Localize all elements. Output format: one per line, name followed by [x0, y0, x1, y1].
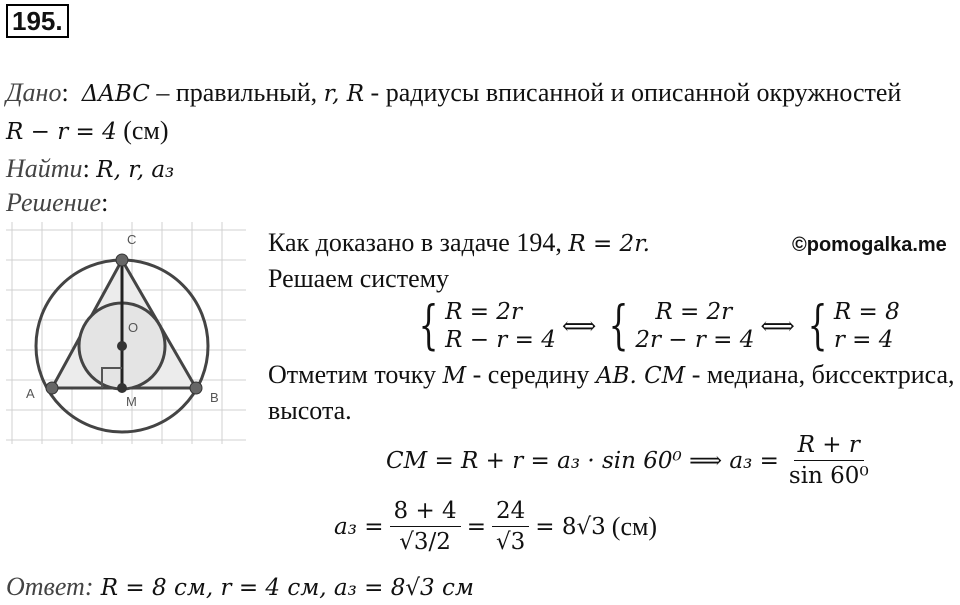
brace-icon: { — [807, 296, 828, 356]
given-dash-text: – правильный, — [149, 78, 324, 107]
condition-unit: (см) — [116, 116, 169, 145]
text-line-2: Решаем систему — [268, 264, 450, 293]
find-colon: : — [82, 154, 90, 183]
equiv-2: ⟺ — [760, 312, 795, 340]
label-o: O — [128, 320, 139, 335]
line1-prefix: Как доказано в задаче 194, — [268, 228, 569, 257]
line3-m: M — [442, 363, 467, 389]
point-m — [117, 383, 127, 393]
formula-2 — [334, 496, 657, 557]
text-line-4: высота. — [268, 396, 352, 425]
formula2-frac2-den: √3 — [495, 529, 526, 555]
line3-ab: AB. CM — [595, 363, 686, 389]
formula1-den: sin 60⁰ — [788, 463, 869, 489]
formula2-frac2-num: 24 — [492, 496, 529, 527]
formula2-unit: (см) — [611, 511, 658, 541]
label-m: M — [126, 394, 137, 409]
systems-row — [412, 298, 900, 354]
sys1-line2: R − r = 4 — [445, 327, 556, 353]
answer-label: Ответ: — [6, 572, 94, 601]
system-3 — [801, 298, 900, 354]
condition-line — [6, 116, 169, 147]
find-label: Найти — [6, 154, 83, 183]
equiv-1: ⟺ — [561, 312, 597, 340]
find-line — [6, 154, 174, 185]
text-line-3 — [268, 360, 955, 391]
problem-number: 195. — [6, 4, 69, 38]
formula1-num: R + r — [794, 430, 864, 461]
line3-prefix: Отметим точку — [268, 360, 443, 389]
formula2-fraction-2 — [492, 496, 529, 557]
label-a: A — [26, 386, 35, 401]
watermark: ©pomogalka.me — [792, 234, 947, 256]
formula2-result: = 8√3 — [535, 513, 606, 540]
formula2-frac1-num: 8 + 4 — [390, 496, 461, 527]
solution-colon: : — [101, 188, 109, 217]
given-colon: : — [61, 78, 69, 107]
label-b: B — [210, 390, 219, 405]
point-b — [190, 382, 202, 394]
formula2-fraction-1 — [390, 496, 461, 557]
given-line — [6, 78, 901, 109]
given-vars: r, R — [323, 81, 365, 107]
system-2 — [602, 298, 754, 354]
point-o — [117, 341, 127, 351]
line3-mid: - середину — [466, 360, 596, 389]
formula-1 — [386, 430, 873, 491]
find-vars: R, r, a₃ — [96, 157, 175, 183]
sys1-line1: R = 2r — [445, 299, 522, 325]
formula2-eq: = — [466, 513, 486, 540]
sys2-line1: R = 2r — [655, 299, 733, 325]
formula2-left: a₃ = — [334, 513, 384, 540]
condition-expr: R − r = 4 — [6, 119, 117, 145]
point-c — [116, 254, 128, 266]
sys2-line2: 2r − r = 4 — [635, 327, 755, 353]
line3-rest: - медиана, биссектриса, — [685, 360, 955, 389]
line1-expr: R = 2r. — [568, 231, 650, 257]
given-rest: - радиусы вписанной и описанной окружностей — [364, 78, 902, 107]
solution-label-line — [6, 188, 108, 218]
answer-line — [6, 572, 474, 603]
formula2-frac1-den: √3/2 — [399, 529, 451, 555]
brace-icon: { — [418, 296, 439, 356]
brace-icon: { — [608, 296, 629, 356]
given-label: Дано — [6, 78, 62, 107]
system-1 — [412, 298, 556, 354]
solution-label: Решение — [6, 188, 102, 217]
sys3-line1: R = 8 — [833, 299, 900, 325]
label-c: C — [127, 232, 137, 247]
point-a — [46, 382, 58, 394]
formula1-left: CM = R + r = a₃ · sin 60⁰ ⟹ a₃ = — [386, 447, 779, 474]
answer-expr: R = 8 см, r = 4 см, a₃ = 8√3 см — [93, 575, 474, 601]
given-triangle: ΔABC — [81, 81, 150, 107]
triangle-figure — [6, 222, 246, 444]
sys3-line2: r = 4 — [833, 327, 894, 353]
formula1-fraction — [785, 430, 873, 491]
text-line-1 — [268, 228, 650, 259]
